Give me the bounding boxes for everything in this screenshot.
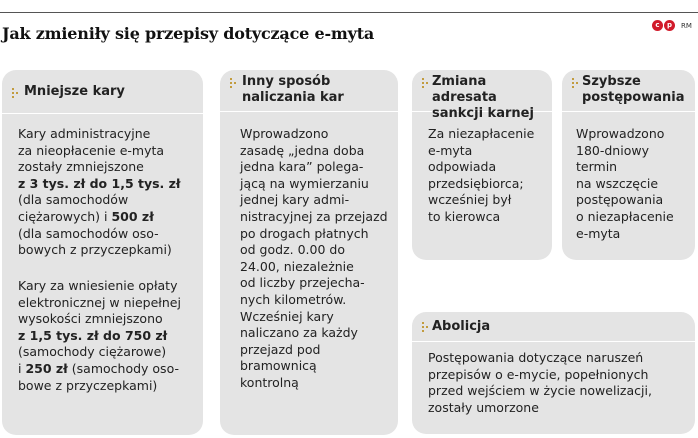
card-heading: Mniejsze kary [24,83,125,99]
logo-c-icon: c [652,20,663,31]
card-body: Wprowadzono 180-dniowy termin na wszczęcie postępowania o niezapłacenie e-myta [576,126,674,241]
page-title: Jak zmieniły się przepisy dotyczące e-myta [2,24,375,43]
card-inny-sposob [220,70,398,435]
top-rule [0,12,698,13]
card-header [412,70,552,121]
card-header [2,70,203,114]
bullet-icon [230,78,238,88]
card-heading: Szybsze postępowania [582,74,685,105]
card-heading: Inny sposób naliczania kar [242,74,344,105]
bullet-icon [422,78,430,88]
card-heading: Abolicja [432,318,491,334]
card-mniejsze-kary [2,70,203,435]
card-heading: Zmiana adresata sankcji karnej [432,74,534,121]
card-zmiana-adresata [412,70,552,260]
publisher-logo-icon [652,20,675,31]
card-body-second: Kary za wniesienie opłaty elektronicznej w niepełnej wysokości zmniejszono z 1,5 tys. zł do 750 zł (samochody ciężarowe) i 250 zł (samochody oso- bowe z przyczepkami) [18,278,181,393]
bullet-icon [12,88,20,98]
author-credit: RM [681,22,692,30]
card-body: Kary administracyjne za nieopłacenie e-myta zostały zmniejszone z 3 tys. zł do 1,5 tys. zł (dla samochodów ciężarowych) i 500 zł (dla samochodów oso- bowych z przyczepkami) [18,126,181,258]
bullet-icon [422,322,430,332]
card-body: Za niezapłacenie e-myta odpowiada przedsiębiorca; wcześniej był to kierowca [428,126,535,224]
bullet-icon [572,78,580,88]
card-abolicja [412,312,695,434]
card-header [562,70,695,112]
card-szybsze-postepowania [562,70,695,260]
card-header [412,312,695,342]
card-body: Postępowania dotyczące naruszeń przepisów o e-mycie, popełnionych przed wejściem w życie nowelizacji, zostały umorzone [428,350,652,415]
card-header [220,70,398,112]
logo-p-icon: p [664,20,675,31]
card-body: Wprowadzono zasadę „jedna doba jedna kara” polega- jącą na wymierzaniu jednej kary admi- nistracyjnej za przejazd po drogach płatnych od godz. 0.00 do 24.00, niezależnie od liczby przejecha- nych kilometrów. Wcześniej kary naliczano za każdy przejazd pod bramownicą kontrolną [240,126,388,390]
